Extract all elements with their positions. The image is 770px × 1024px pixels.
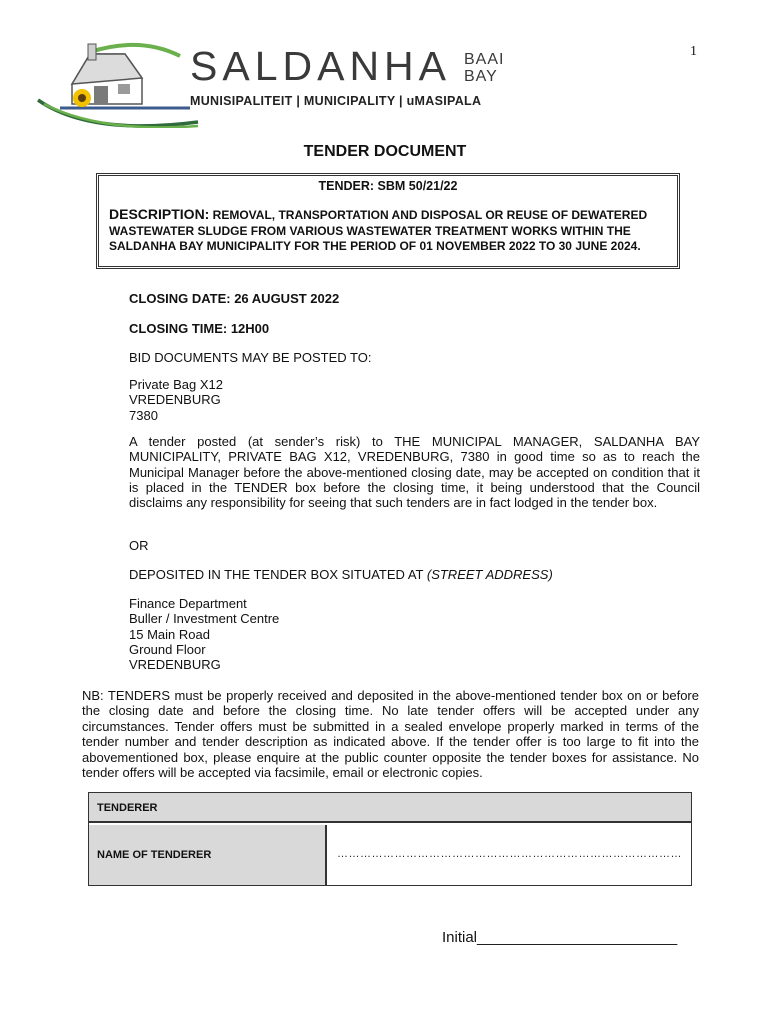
deposit-address-line: Buller / Investment Centre (129, 611, 280, 627)
deposit-address-line: Ground Floor (129, 641, 206, 657)
logo-wordmark-baai: BAAI (464, 51, 505, 68)
tenderer-header-label: TENDERER (97, 802, 158, 814)
tenderer-table-header (89, 793, 691, 823)
deposit-address (129, 596, 279, 672)
document-title: TENDER DOCUMENT (303, 143, 467, 160)
initial-field[interactable]: Initial________________________ (442, 929, 678, 946)
tender-description (109, 207, 669, 255)
description-label: DESCRIPTION: (109, 206, 210, 222)
logo-house-icon (30, 38, 200, 128)
or-separator: OR (129, 538, 149, 553)
postal-address-line: VREDENBURG (129, 392, 221, 408)
postal-address (129, 377, 223, 423)
logo-subtitle: MUNISIPALITEIT | MUNICIPALITY | uMASIPALA (190, 94, 482, 108)
closing-time: CLOSING TIME: 12H00 (129, 321, 270, 336)
name-of-tenderer-label-cell (89, 825, 327, 885)
deposit-heading-italic: (STREET ADDRESS) (426, 567, 553, 582)
municipality-logo (30, 38, 510, 128)
tender-info-box (96, 173, 680, 269)
description-text: REMOVAL, TRANSPORTATION AND DISPOSAL OR REUSE OF DEWATERED WASTEWATER SLUDGE FROM VARIOUS WASTEWATER TREATMENT WORKS WITHIN THE SALDANHA BAY MUNICIPALITY FOR THE PERIOD OF 01 NOVEMBER 2022 TO 30 JUNE 2024. (109, 208, 648, 254)
tenderer-table (88, 792, 692, 886)
nb-paragraph: NB: TENDERS must be properly received and deposited in the above-mentioned tender box on or before the closing date and before the closing time. No late tender offers will be accepted under any circumstances. Tender offers must be submitted in a sealed envelope properly marked in terms of the tender number and tender description as indicated above. If the tender offer is too large to fit into the abovementioned box, please enquire at the public counter opposite the tender boxes for assistance. No tender offers will be accepted via facsimile, email or electronic copies. (82, 688, 699, 781)
closing-date: CLOSING DATE: 26 AUGUST 2022 (129, 291, 340, 306)
page-number: 1 (690, 44, 697, 59)
posting-heading: BID DOCUMENTS MAY BE POSTED TO: (129, 350, 372, 365)
deposit-address-line: 15 Main Road (129, 626, 210, 642)
deposit-address-line: Finance Department (129, 596, 247, 611)
logo-wordmark: SALDANHA (190, 43, 452, 89)
postal-address-line: 7380 (129, 407, 158, 423)
logo-wordmark-bay: BAY (464, 68, 498, 85)
tender-number: TENDER: SBM 50/21/22 (318, 179, 458, 193)
name-of-tenderer-field[interactable]: ……………………………………………………………………………… (337, 848, 682, 860)
deposit-address-line: VREDENBURG (129, 657, 221, 673)
name-of-tenderer-label: NAME OF TENDERER (97, 849, 212, 861)
postal-address-line: Private Bag X12 (129, 377, 223, 392)
deposit-heading (129, 567, 553, 582)
posting-paragraph: A tender posted (at sender’s risk) to THE MUNICIPAL MANAGER, SALDANHA BAY MUNICIPALITY, PRIVATE BAG X12, VREDENBURG, 7380 in good time so as to reach the Municipal Manager before the above-mentioned closing date, may be accepted on condition that it is placed in the TENDER box before the closing time, it being understood that the Council disclaims any responsibility for seeing that such tenders are in fact lodged in the tender box. (129, 434, 700, 511)
deposit-heading-text: DEPOSITED IN THE TENDER BOX SITUATED AT (129, 567, 427, 582)
